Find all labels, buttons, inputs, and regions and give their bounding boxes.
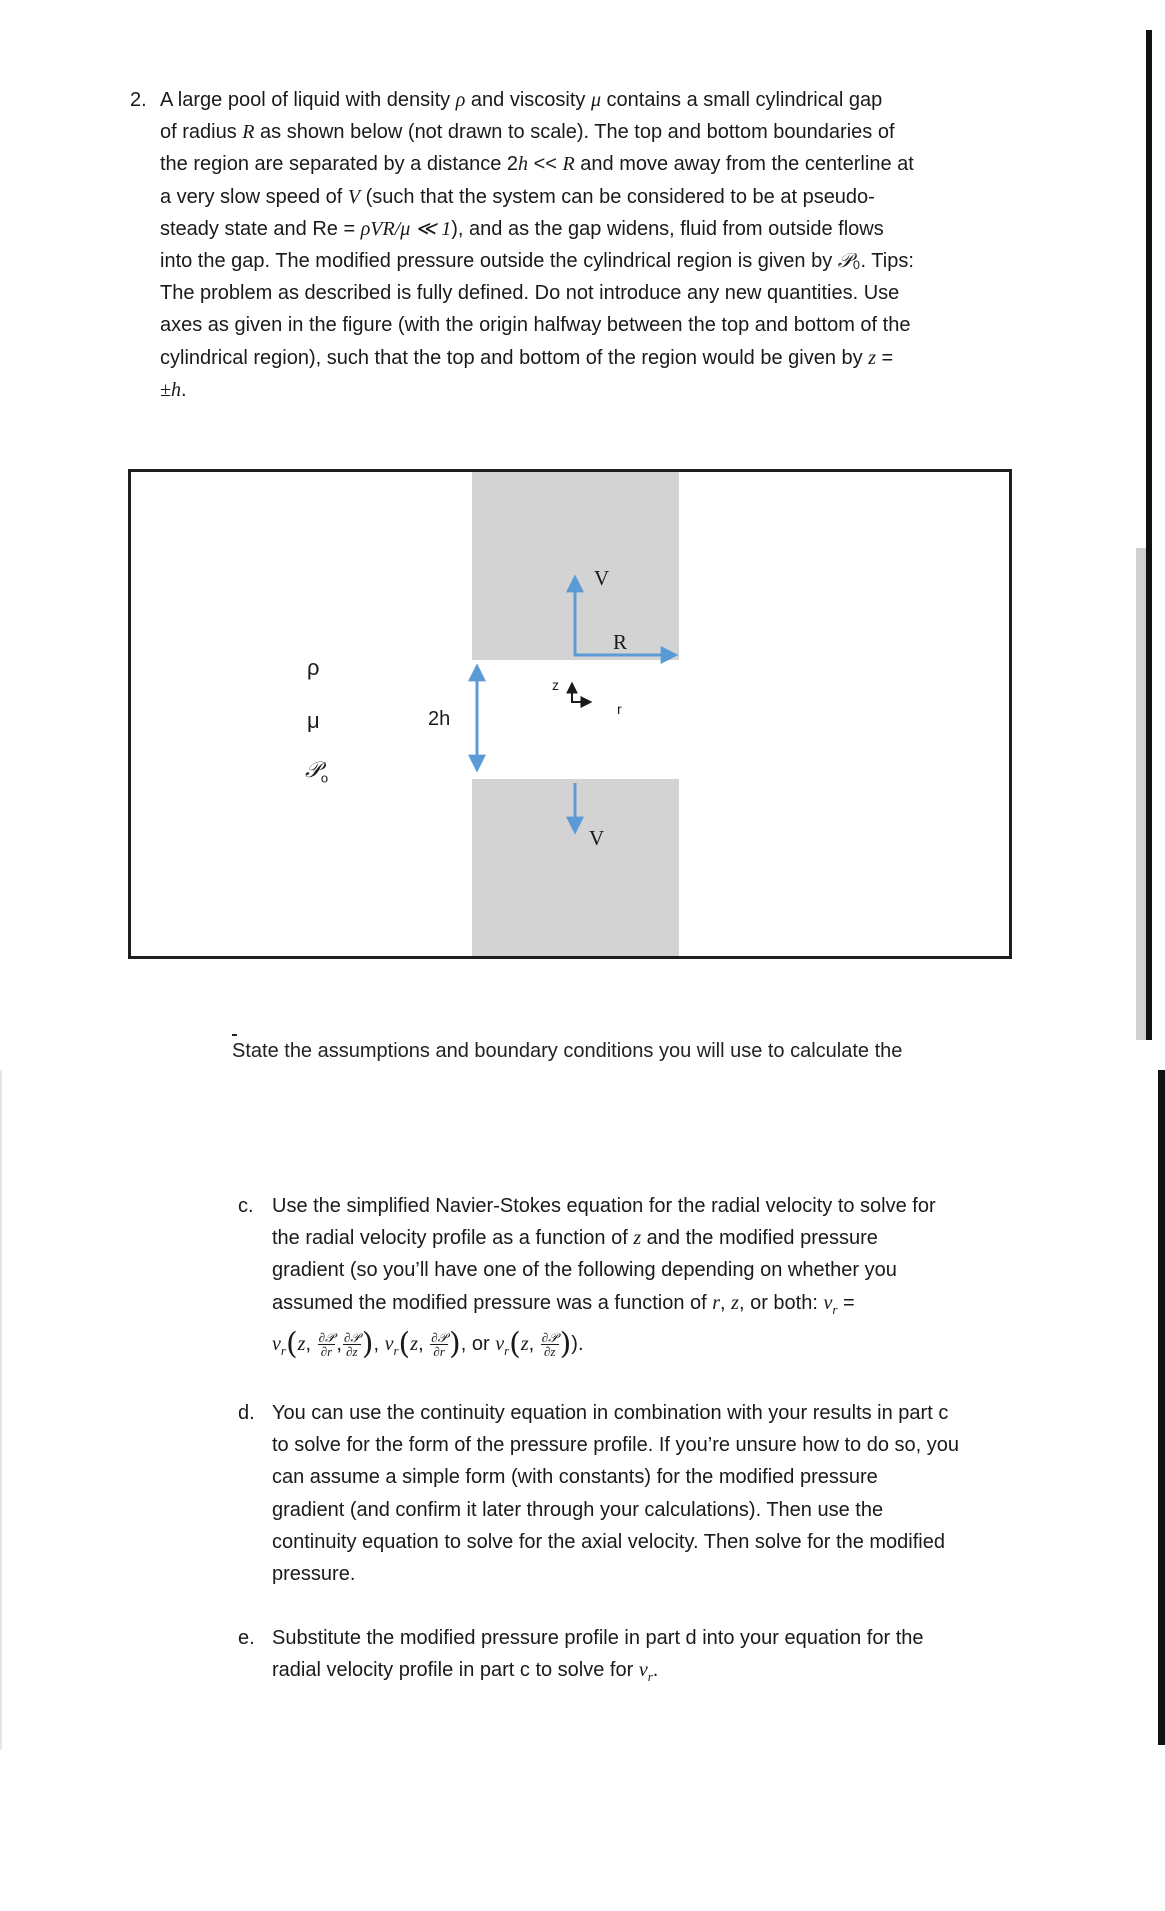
problem-line: axes as given in the figure (with the origin halfway between the top and bottom of the: [160, 314, 911, 337]
problem-statement: [130, 84, 1030, 406]
part-line: to solve for the form of the pressure profile. If you’re unsure how to do so, you: [272, 1434, 960, 1457]
page-edge: [0, 1070, 2, 1750]
part-letter: c.: [238, 1195, 254, 1217]
part-line: Substitute the modified pressure profile in part d into your equation for the: [272, 1627, 924, 1649]
problem-number: 2.: [130, 89, 147, 111]
part-e: [238, 1622, 1032, 1693]
label-velocity-bottom: V: [589, 826, 605, 850]
part-letter: e.: [238, 1627, 255, 1649]
cut-off-line: State the assumptions and boundary conditions you will use to calculate the: [232, 1040, 903, 1062]
velocity-formula: $v_r(z$, $\frac{\text{∂𝒫}}{\partial r}$ , $\frac{\text{∂𝒫}}{\partial z}$ ), $v_r(z$, $\frac{\text{∂𝒫}}{\partial r}$ ), or $v_r(z$, $\frac{\text{∂𝒫}}{\partial z}$ )).: [272, 1326, 584, 1362]
problem-line: of radius R as shown below (not drawn to scale). The top and bottom boundaries of: [160, 121, 895, 144]
part-line: gradient (and confirm it later through your calculations). Then use the: [272, 1498, 884, 1521]
part-line: the radial velocity profile as a function of z and the modified pressure: [272, 1227, 878, 1250]
problem-line: a very slow speed of V (such that the system can be considered to be at pseudo-: [160, 185, 875, 208]
scrollbar-thumb[interactable]: [1146, 30, 1152, 1040]
scrollbar-thumb[interactable]: [1158, 1070, 1165, 1745]
problem-line: A large pool of liquid with density ρ and viscosity μ contains a small cylindrical gap: [160, 89, 883, 111]
label-axis-z: z: [552, 677, 559, 693]
part-line: pressure.: [272, 1563, 356, 1586]
label-gap: 2h: [428, 708, 451, 730]
label-pressure-outside: 𝒫$_o$: [305, 757, 329, 786]
label-mu: μ: [307, 708, 320, 733]
label-axis-r: r: [617, 701, 622, 717]
part-letter: d.: [238, 1402, 255, 1424]
figure-overlay: [131, 472, 1009, 956]
part-line: radial velocity profile in part c to solve for $v_r$.: [272, 1659, 659, 1685]
problem-line: The problem as described is fully defined. Do not introduce any new quantities. Use: [160, 282, 900, 305]
scrollbar-track[interactable]: [1136, 548, 1146, 1040]
problem-line: the region are separated by a distance 2h << R and move away from the centerline at: [160, 153, 914, 176]
label-rho: ρ: [307, 655, 320, 680]
problem-line: steady state and Re = ρVR/μ ≪ 1), and as the gap widens, fluid from outside flows: [160, 217, 884, 240]
problem-line: ±h.: [160, 378, 187, 401]
part-d: [238, 1397, 1032, 1590]
part-line: continuity equation to solve for the axial velocity. Then solve for the modified: [272, 1530, 945, 1553]
label-radius: R: [613, 630, 628, 654]
part-line: You can use the continuity equation in combination with your results in part c: [272, 1402, 949, 1424]
problem-line: into the gap. The modified pressure outside the cylindrical region is given by 𝒫₀. Tips:: [160, 250, 914, 273]
part-line: Use the simplified Navier-Stokes equation for the radial velocity to solve for: [272, 1195, 936, 1217]
gap-figure: [128, 469, 1012, 959]
part-c: [238, 1190, 1032, 1371]
part-line: can assume a simple form (with constants) for the modified pressure: [272, 1466, 878, 1489]
part-line: gradient (so you’ll have one of the following depending on whether you: [272, 1259, 897, 1282]
problem-line: cylindrical region), such that the top and bottom of the region would be given by z =: [160, 346, 894, 369]
part-line: assumed the modified pressure was a function of r, z, or both: $v_r$ =: [272, 1291, 855, 1317]
label-velocity-top: V: [594, 566, 610, 590]
